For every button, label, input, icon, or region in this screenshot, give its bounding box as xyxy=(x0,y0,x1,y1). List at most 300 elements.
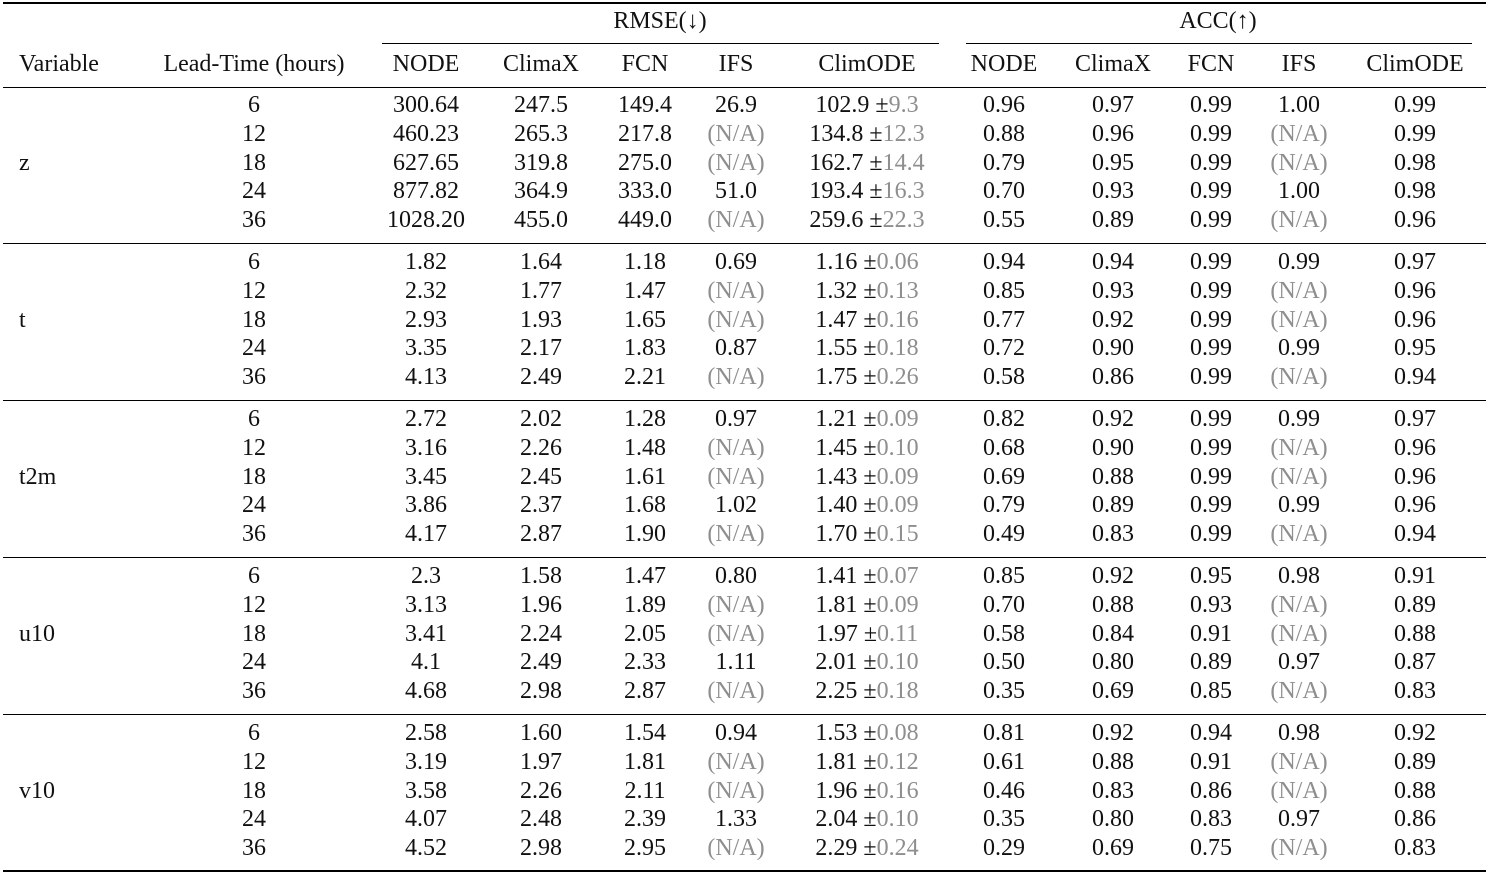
rmse-cell: 2.58 xyxy=(405,720,447,746)
acc-cell: 0.96 xyxy=(1394,207,1436,234)
climode-rmse-mean: 193.4 xyxy=(809,178,864,205)
rmse-cell: (N/A) xyxy=(707,434,765,461)
plus-minus-sign: ± xyxy=(863,277,877,304)
rmse-cell: 2.26 xyxy=(520,434,562,461)
climode-rmse-mean: 134.8 xyxy=(809,120,864,147)
climode-rmse-cell xyxy=(809,177,924,206)
climode-rmse-std: 0.10 xyxy=(876,434,919,461)
lead-time-cell: 18 xyxy=(242,306,266,333)
plus-minus-sign: ± xyxy=(875,92,889,118)
climode-rmse-cell xyxy=(815,591,918,620)
variable-label: t xyxy=(19,306,26,333)
acc-cell: 0.99 xyxy=(1190,277,1232,304)
acc-cell: 0.99 xyxy=(1190,335,1232,362)
acc-cell: 0.91 xyxy=(1190,748,1232,775)
variable-column-header: Variable xyxy=(19,51,99,77)
acc-cell: 0.58 xyxy=(983,620,1025,647)
acc-cell: 0.35 xyxy=(983,678,1025,705)
acc-cell: 0.90 xyxy=(1092,434,1134,461)
plus-minus-sign: ± xyxy=(863,591,877,618)
rmse-cell: (N/A) xyxy=(707,463,765,490)
climode-rmse-std: 0.09 xyxy=(876,406,919,432)
acc-cell: 0.85 xyxy=(1190,678,1232,705)
climode-rmse-cell xyxy=(815,91,918,120)
acc-cell: 0.99 xyxy=(1190,306,1232,333)
acc-cell: 0.98 xyxy=(1394,178,1436,205)
plus-minus-sign: ± xyxy=(863,620,878,647)
acc-group-underline xyxy=(966,43,1472,44)
rmse-cell: (N/A) xyxy=(707,748,765,775)
rmse-cell: 1.02 xyxy=(715,492,757,519)
block-separator xyxy=(3,714,1486,715)
climode-rmse-mean: 1.32 xyxy=(815,277,858,304)
acc-cell: 0.98 xyxy=(1278,720,1320,746)
acc-cell: 0.99 xyxy=(1190,178,1232,205)
acc-cell: 0.88 xyxy=(1092,748,1134,775)
rmse-cell: (N/A) xyxy=(707,364,765,391)
climode-rmse-mean: 1.75 xyxy=(815,364,858,391)
rmse-cell: 26.9 xyxy=(715,92,757,118)
rmse-cell: 2.33 xyxy=(624,649,666,676)
rmse-group-underline xyxy=(382,43,939,44)
climode-rmse-mean: 1.41 xyxy=(815,563,858,589)
acc-cell: (N/A) xyxy=(1270,277,1328,304)
acc-cell: 0.96 xyxy=(1394,492,1436,519)
plus-minus-sign: ± xyxy=(863,563,877,589)
climode-rmse-mean: 2.01 xyxy=(815,649,858,676)
plus-minus-sign: ± xyxy=(863,249,877,275)
acc-cell: 0.70 xyxy=(983,178,1025,205)
acc-cell: 0.98 xyxy=(1278,563,1320,589)
acc-method-header: ClimaX xyxy=(1075,51,1151,77)
acc-cell: 0.89 xyxy=(1092,492,1134,519)
acc-cell: 0.72 xyxy=(983,335,1025,362)
lead-time-cell: 18 xyxy=(242,620,266,647)
plus-minus-sign: ± xyxy=(863,521,877,548)
acc-cell: 0.99 xyxy=(1190,92,1232,118)
rmse-cell: 1.90 xyxy=(624,521,666,548)
acc-cell: 0.69 xyxy=(983,463,1025,490)
acc-cell: 0.86 xyxy=(1190,777,1232,804)
rmse-cell: 1.96 xyxy=(520,591,562,618)
climode-rmse-std: 0.26 xyxy=(876,364,919,391)
rmse-cell: 300.64 xyxy=(393,92,459,118)
rmse-cell: 2.72 xyxy=(405,406,447,432)
acc-cell: 0.96 xyxy=(1092,120,1134,147)
acc-method-header: NODE xyxy=(970,51,1038,77)
lead-time-cell: 24 xyxy=(242,178,266,205)
acc-cell: (N/A) xyxy=(1270,364,1328,391)
acc-cell: 0.82 xyxy=(983,406,1025,432)
acc-cell: 0.93 xyxy=(1190,591,1232,618)
acc-cell: 0.50 xyxy=(983,649,1025,676)
acc-cell: 0.79 xyxy=(983,492,1025,519)
climode-rmse-cell xyxy=(809,206,924,235)
acc-cell: (N/A) xyxy=(1270,120,1328,147)
rmse-cell: 1.60 xyxy=(520,720,562,746)
climode-rmse-mean: 1.55 xyxy=(815,335,858,362)
rmse-cell: 4.68 xyxy=(405,678,447,705)
rmse-cell: 3.41 xyxy=(405,620,447,647)
acc-cell: 0.95 xyxy=(1190,563,1232,589)
rmse-cell: 1.47 xyxy=(624,277,666,304)
climode-rmse-cell xyxy=(815,306,918,335)
rmse-cell: (N/A) xyxy=(707,620,765,647)
acc-cell: (N/A) xyxy=(1270,620,1328,647)
climode-rmse-cell xyxy=(809,149,924,178)
rmse-cell: 247.5 xyxy=(514,92,568,118)
rmse-cell: 1.47 xyxy=(624,563,666,589)
rmse-cell: 2.05 xyxy=(624,620,666,647)
plus-minus-sign: ± xyxy=(869,120,883,147)
acc-cell: 0.88 xyxy=(1092,463,1134,490)
acc-cell: 0.99 xyxy=(1190,406,1232,432)
rmse-cell: (N/A) xyxy=(707,678,765,705)
lead-time-cell: 24 xyxy=(242,492,266,519)
rmse-cell: 1.54 xyxy=(624,720,666,746)
rmse-cell: 275.0 xyxy=(618,149,672,176)
acc-cell: 0.99 xyxy=(1190,492,1232,519)
acc-cell: 0.83 xyxy=(1190,806,1232,833)
acc-cell: 0.97 xyxy=(1278,649,1320,676)
climode-rmse-cell xyxy=(815,334,918,363)
rmse-cell: 0.94 xyxy=(715,720,757,746)
rmse-cell: 1.28 xyxy=(624,406,666,432)
acc-cell: 0.99 xyxy=(1278,335,1320,362)
rmse-cell: 1028.20 xyxy=(387,207,465,234)
rmse-cell: 333.0 xyxy=(618,178,672,205)
climode-rmse-mean: 1.96 xyxy=(815,777,858,804)
rmse-cell: 1.48 xyxy=(624,434,666,461)
rmse-cell: 2.93 xyxy=(405,306,447,333)
rmse-cell: 1.61 xyxy=(624,463,666,490)
climode-rmse-std: 0.13 xyxy=(876,277,919,304)
lead-time-cell: 6 xyxy=(248,249,260,275)
rmse-cell: 3.13 xyxy=(405,591,447,618)
rmse-cell: 4.52 xyxy=(405,835,447,862)
plus-minus-sign: ± xyxy=(863,720,877,746)
rmse-cell: 1.68 xyxy=(624,492,666,519)
acc-cell: 0.95 xyxy=(1394,335,1436,362)
acc-cell: 0.88 xyxy=(983,120,1025,147)
rmse-cell: 455.0 xyxy=(514,207,568,234)
acc-cell: 0.99 xyxy=(1190,463,1232,490)
climode-rmse-std: 0.18 xyxy=(876,678,919,705)
climode-rmse-mean: 2.29 xyxy=(815,835,858,862)
climode-rmse-mean: 1.97 xyxy=(815,620,858,647)
acc-cell: 0.49 xyxy=(983,521,1025,548)
rmse-cell: 0.80 xyxy=(715,563,757,589)
variable-label: v10 xyxy=(19,777,55,804)
rmse-cell: 3.35 xyxy=(405,335,447,362)
acc-cell: 0.94 xyxy=(1394,521,1436,548)
acc-cell: 0.99 xyxy=(1190,149,1232,176)
lead-time-cell: 24 xyxy=(242,649,266,676)
climode-rmse-cell xyxy=(815,834,918,863)
acc-cell: 0.80 xyxy=(1092,649,1134,676)
climode-rmse-mean: 1.81 xyxy=(815,591,858,618)
rmse-cell: 2.98 xyxy=(520,678,562,705)
acc-cell: 0.92 xyxy=(1092,306,1134,333)
rmse-method-header: ClimODE xyxy=(818,51,916,77)
acc-cell: (N/A) xyxy=(1270,521,1328,548)
lead-time-cell: 12 xyxy=(242,434,266,461)
climode-rmse-mean: 1.45 xyxy=(815,434,858,461)
lead-time-cell: 18 xyxy=(242,463,266,490)
plus-minus-sign: ± xyxy=(869,178,883,205)
rmse-cell: (N/A) xyxy=(707,306,765,333)
rmse-cell: 3.58 xyxy=(405,777,447,804)
rmse-cell: 1.64 xyxy=(520,249,562,275)
lead-time-cell: 18 xyxy=(242,149,266,176)
rmse-cell: 1.33 xyxy=(715,806,757,833)
acc-cell: 0.83 xyxy=(1092,521,1134,548)
rmse-cell: 1.58 xyxy=(520,563,562,589)
climode-rmse-cell xyxy=(815,677,918,706)
acc-cell: 0.99 xyxy=(1394,120,1436,147)
rmse-cell: 460.23 xyxy=(393,120,459,147)
header-rule xyxy=(3,87,1486,88)
acc-cell: (N/A) xyxy=(1270,306,1328,333)
acc-cell: 0.88 xyxy=(1092,591,1134,618)
rmse-cell: 2.3 xyxy=(411,563,441,589)
block-separator xyxy=(3,557,1486,558)
acc-cell: (N/A) xyxy=(1270,678,1328,705)
acc-cell: 0.92 xyxy=(1092,563,1134,589)
acc-cell: 0.99 xyxy=(1190,521,1232,548)
lead-time-cell: 36 xyxy=(242,835,266,862)
climode-rmse-mean: 1.16 xyxy=(815,249,858,275)
acc-cell: 0.80 xyxy=(1092,806,1134,833)
rmse-cell: (N/A) xyxy=(707,777,765,804)
plus-minus-sign: ± xyxy=(863,463,877,490)
rmse-cell: 1.83 xyxy=(624,335,666,362)
rmse-cell: 0.69 xyxy=(715,249,757,275)
block-separator xyxy=(3,243,1486,244)
climode-rmse-mean: 1.53 xyxy=(815,720,858,746)
plus-minus-sign: ± xyxy=(863,678,877,705)
climode-rmse-std: 0.09 xyxy=(876,463,919,490)
plus-minus-sign: ± xyxy=(863,434,877,461)
rmse-cell: (N/A) xyxy=(707,277,765,304)
rmse-cell: 2.17 xyxy=(520,335,562,362)
lead-time-cell: 36 xyxy=(242,207,266,234)
acc-cell: 0.84 xyxy=(1092,620,1134,647)
acc-cell: 0.94 xyxy=(983,249,1025,275)
rmse-cell: 1.93 xyxy=(520,306,562,333)
rmse-cell: 3.45 xyxy=(405,463,447,490)
rmse-cell: 2.98 xyxy=(520,835,562,862)
acc-cell: (N/A) xyxy=(1270,591,1328,618)
rmse-cell: 3.86 xyxy=(405,492,447,519)
acc-cell: 0.79 xyxy=(983,149,1025,176)
acc-cell: 0.81 xyxy=(983,720,1025,746)
acc-cell: 0.91 xyxy=(1190,620,1232,647)
acc-cell: 0.85 xyxy=(983,277,1025,304)
rmse-cell: 1.97 xyxy=(520,748,562,775)
rmse-cell: 2.32 xyxy=(405,277,447,304)
plus-minus-sign: ± xyxy=(863,306,877,333)
acc-method-header: IFS xyxy=(1281,51,1317,77)
acc-cell: 0.96 xyxy=(1394,434,1436,461)
acc-cell: 0.97 xyxy=(1278,806,1320,833)
plus-minus-sign: ± xyxy=(863,406,877,432)
lead-time-cell: 6 xyxy=(248,563,260,589)
rmse-cell: 3.16 xyxy=(405,434,447,461)
acc-group-header: ACC(↑) xyxy=(1179,8,1257,34)
climode-rmse-cell xyxy=(815,248,918,277)
acc-cell: 0.69 xyxy=(1092,835,1134,862)
acc-cell: 0.88 xyxy=(1394,777,1436,804)
rmse-cell: 1.65 xyxy=(624,306,666,333)
rmse-cell: 3.19 xyxy=(405,748,447,775)
lead-time-cell: 36 xyxy=(242,678,266,705)
rmse-cell: (N/A) xyxy=(707,207,765,234)
acc-cell: 0.55 xyxy=(983,207,1025,234)
rmse-cell: 4.13 xyxy=(405,364,447,391)
lead-time-cell: 6 xyxy=(248,92,260,118)
rmse-cell: 2.26 xyxy=(520,777,562,804)
climode-rmse-std: 0.18 xyxy=(876,335,919,362)
acc-cell: 0.83 xyxy=(1092,777,1134,804)
climode-rmse-mean: 2.25 xyxy=(815,678,858,705)
climode-rmse-mean: 1.40 xyxy=(815,492,858,519)
rmse-cell: 2.87 xyxy=(520,521,562,548)
acc-cell: 0.96 xyxy=(1394,463,1436,490)
rmse-cell: 2.11 xyxy=(624,777,666,804)
rmse-cell: 1.11 xyxy=(715,649,757,676)
rmse-cell: 2.95 xyxy=(624,835,666,862)
rmse-cell: 2.48 xyxy=(520,806,562,833)
acc-cell: 0.29 xyxy=(983,835,1025,862)
acc-cell: 0.86 xyxy=(1092,364,1134,391)
acc-cell: 0.93 xyxy=(1092,277,1134,304)
acc-cell: 0.86 xyxy=(1394,806,1436,833)
lead-time-cell: 12 xyxy=(242,120,266,147)
climode-rmse-std: 0.16 xyxy=(876,306,919,333)
acc-cell: 0.75 xyxy=(1190,835,1232,862)
acc-method-header: FCN xyxy=(1187,51,1235,77)
rmse-cell: 217.8 xyxy=(618,120,672,147)
rmse-cell: 319.8 xyxy=(514,149,568,176)
acc-cell: 0.97 xyxy=(1394,249,1436,275)
rmse-cell: 2.45 xyxy=(520,463,562,490)
acc-cell: 0.89 xyxy=(1190,649,1232,676)
acc-cell: 0.87 xyxy=(1394,649,1436,676)
acc-cell: (N/A) xyxy=(1270,207,1328,234)
lead-time-cell: 24 xyxy=(242,335,266,362)
acc-cell: 0.99 xyxy=(1394,92,1436,118)
variable-label: z xyxy=(19,149,30,176)
rmse-cell: 0.97 xyxy=(715,406,757,432)
acc-cell: 0.92 xyxy=(1092,406,1134,432)
climode-rmse-cell xyxy=(815,520,918,549)
rmse-cell: 2.49 xyxy=(520,649,562,676)
acc-cell: 0.97 xyxy=(1394,406,1436,432)
rmse-cell: 1.81 xyxy=(624,748,666,775)
climode-rmse-cell xyxy=(815,405,918,434)
lead-time-cell: 18 xyxy=(242,777,266,804)
acc-cell: 0.90 xyxy=(1092,335,1134,362)
rmse-cell: 265.3 xyxy=(514,120,568,147)
climode-rmse-cell xyxy=(815,562,918,591)
acc-cell: 0.99 xyxy=(1278,249,1320,275)
rmse-cell: (N/A) xyxy=(707,149,765,176)
climode-rmse-mean: 1.47 xyxy=(815,306,858,333)
acc-cell: 0.99 xyxy=(1278,406,1320,432)
climode-rmse-std: 0.16 xyxy=(876,777,919,804)
acc-cell: 0.97 xyxy=(1092,92,1134,118)
rmse-cell: 2.49 xyxy=(520,364,562,391)
climode-rmse-cell xyxy=(815,434,918,463)
rmse-cell: 449.0 xyxy=(618,207,672,234)
acc-cell: 0.91 xyxy=(1394,563,1436,589)
acc-cell: 0.96 xyxy=(1394,306,1436,333)
acc-cell: 0.99 xyxy=(1278,492,1320,519)
climode-rmse-std: 0.15 xyxy=(876,521,919,548)
acc-cell: 1.00 xyxy=(1278,92,1320,118)
plus-minus-sign: ± xyxy=(863,835,877,862)
rmse-cell: 2.02 xyxy=(520,406,562,432)
climode-rmse-std: 0.08 xyxy=(876,720,919,746)
climode-rmse-cell xyxy=(815,777,918,806)
acc-cell: 0.70 xyxy=(983,591,1025,618)
rmse-cell: 1.82 xyxy=(405,249,447,275)
rmse-cell: (N/A) xyxy=(707,591,765,618)
acc-cell: (N/A) xyxy=(1270,835,1328,862)
acc-cell: (N/A) xyxy=(1270,463,1328,490)
climode-rmse-mean: 1.70 xyxy=(815,521,858,548)
rmse-cell: 149.4 xyxy=(618,92,672,118)
climode-rmse-std: 0.09 xyxy=(876,492,919,519)
climode-rmse-cell xyxy=(815,748,918,777)
climode-rmse-mean: 162.7 xyxy=(809,149,864,176)
climode-rmse-std: 0.11 xyxy=(877,620,919,647)
lead-time-cell: 6 xyxy=(248,406,260,432)
acc-cell: 0.94 xyxy=(1190,720,1232,746)
rmse-cell: (N/A) xyxy=(707,521,765,548)
acc-cell: 0.93 xyxy=(1092,178,1134,205)
acc-cell: 0.89 xyxy=(1394,748,1436,775)
rmse-cell: 364.9 xyxy=(514,178,568,205)
acc-cell: 0.46 xyxy=(983,777,1025,804)
acc-cell: 0.92 xyxy=(1092,720,1134,746)
climode-rmse-cell xyxy=(816,620,918,649)
climode-rmse-std: 0.24 xyxy=(876,835,919,862)
climode-rmse-cell xyxy=(815,805,918,834)
rmse-cell: 877.82 xyxy=(393,178,459,205)
acc-cell: 0.85 xyxy=(983,563,1025,589)
rmse-cell: 0.87 xyxy=(715,335,757,362)
acc-cell: 1.00 xyxy=(1278,178,1320,205)
lead-time-cell: 12 xyxy=(242,591,266,618)
rmse-cell: 2.37 xyxy=(520,492,562,519)
climode-rmse-std: 14.4 xyxy=(882,149,925,176)
lead-time-cell: 6 xyxy=(248,720,260,746)
climode-rmse-mean: 102.9 xyxy=(815,92,870,118)
rmse-cell: 1.77 xyxy=(520,277,562,304)
climode-rmse-cell xyxy=(815,363,918,392)
rmse-cell: (N/A) xyxy=(707,835,765,862)
climode-rmse-cell xyxy=(815,463,918,492)
acc-cell: 0.99 xyxy=(1190,207,1232,234)
rmse-cell: 4.1 xyxy=(411,649,441,676)
climode-rmse-cell xyxy=(809,120,924,149)
climode-rmse-std: 12.3 xyxy=(882,120,925,147)
variable-label: u10 xyxy=(19,620,55,647)
acc-cell: 0.94 xyxy=(1394,364,1436,391)
acc-cell: (N/A) xyxy=(1270,149,1328,176)
